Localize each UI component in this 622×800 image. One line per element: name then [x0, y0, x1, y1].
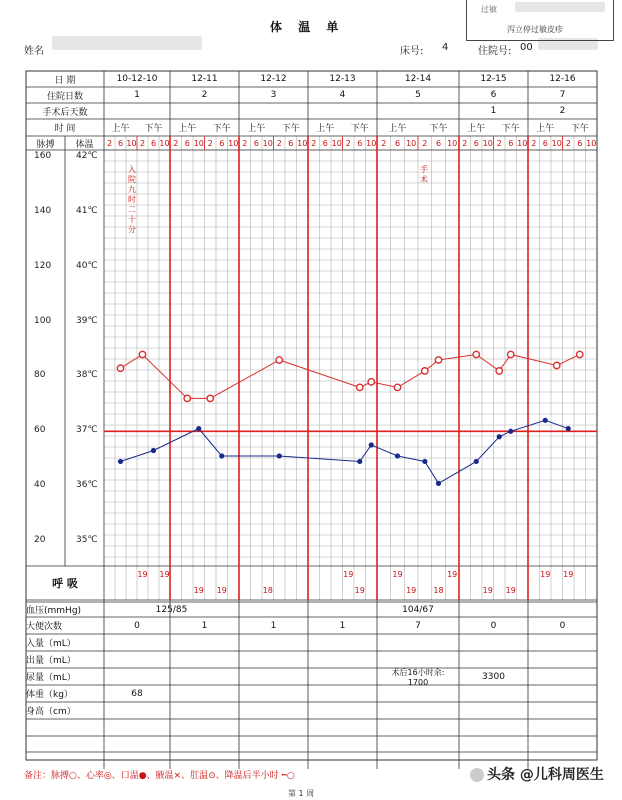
- postop-day-cell: 1: [490, 106, 497, 116]
- hour-label: 2: [345, 138, 351, 148]
- hour-label: 6: [253, 138, 259, 148]
- pm-label: 下午: [501, 124, 520, 134]
- postop-day-cell: [308, 103, 377, 119]
- hour-label: 2: [106, 138, 113, 148]
- temperature-point: [508, 351, 514, 357]
- temp-tick-label: 41℃: [76, 205, 98, 216]
- temperature-point: [473, 351, 479, 357]
- temperature-point: [394, 384, 400, 390]
- stool-count-cell: 0: [559, 620, 566, 631]
- pulse-point: [277, 453, 282, 458]
- week-footer: 第 1 周: [288, 789, 315, 798]
- postop-day-cell: 2: [559, 106, 566, 116]
- hour-label: 10: [447, 138, 458, 148]
- pulse-point: [543, 418, 548, 423]
- pulse-point: [196, 426, 201, 431]
- hour-label: 2: [565, 138, 571, 148]
- temperature-point: [496, 368, 502, 374]
- temp-tick-label: 36℃: [76, 480, 98, 491]
- row-label-stool: 大便次数: [26, 622, 63, 632]
- bed-value: 4: [442, 42, 449, 53]
- hospital-day-cell: 4: [339, 90, 346, 100]
- hour-label: 2: [173, 138, 179, 148]
- temperature-point: [117, 365, 123, 371]
- pulse-point: [508, 429, 513, 434]
- date-cell: 12-14: [404, 74, 432, 84]
- temperature-point: [139, 351, 145, 357]
- postop-day-cell: [239, 103, 308, 119]
- hospital-day-cell: 6: [490, 90, 497, 100]
- stool-count-cell: 0: [134, 620, 140, 631]
- hour-label: 6: [473, 138, 479, 148]
- stool-count-cell: 1: [339, 620, 346, 631]
- pulse-point: [474, 459, 479, 464]
- row-label-respiration: 呼 吸: [52, 577, 78, 590]
- row-label-urine: 尿量（mL）: [26, 673, 76, 683]
- pulse-tick-label: 160: [34, 151, 52, 161]
- hour-label: 6: [219, 138, 225, 148]
- pulse-point: [497, 434, 502, 439]
- hospital-day-cell: 5: [415, 90, 421, 100]
- axis-title-temp: 体温: [75, 139, 94, 150]
- hospital-day-cell: 2: [201, 90, 208, 100]
- surgery-annotation: 手术: [420, 165, 428, 184]
- legend-note: 备注：脉搏○、心率◎、口温●、腋温×、肛温⊙、降温后半小时 ┅○: [24, 771, 295, 781]
- date-cell: 12-11: [191, 74, 218, 84]
- pulse-tick-label: 60: [34, 425, 46, 436]
- urine-note-value: 1700: [407, 677, 429, 687]
- hour-label: 6: [435, 138, 442, 148]
- watermark: [470, 764, 604, 784]
- pm-label: 下午: [281, 124, 300, 134]
- date-cell: 12-16: [549, 74, 576, 84]
- row-label-date: 日 期: [54, 75, 76, 86]
- hospital-day-cell: 1: [134, 90, 140, 100]
- hour-label: 2: [276, 138, 282, 148]
- temperature-point: [577, 351, 583, 357]
- hour-label: 2: [496, 138, 502, 148]
- respiration-value: 19: [392, 569, 403, 579]
- admission-value: 00: [520, 42, 533, 53]
- pulse-point: [436, 481, 441, 486]
- hour-label: 2: [139, 138, 146, 148]
- bp-value: 104/67: [402, 604, 434, 615]
- pulse-point: [151, 448, 156, 453]
- hour-label: 6: [184, 138, 190, 148]
- respiration-value: 19: [159, 569, 170, 579]
- hour-label: 2: [207, 138, 213, 148]
- hour-label: 10: [482, 138, 493, 148]
- hour-label: 6: [577, 138, 583, 148]
- pulse-tick-label: 100: [34, 315, 52, 326]
- allergy-drug: 泻立停过敏皮疹: [507, 25, 563, 34]
- pulse-point: [369, 442, 374, 447]
- pm-label: 下午: [212, 124, 231, 134]
- temp-tick-label: 38℃: [76, 370, 98, 381]
- pulse-point: [357, 459, 362, 464]
- am-label: 上午: [388, 124, 407, 134]
- stool-count-cell: 0: [490, 620, 497, 631]
- allergy-mark: 过敏: [481, 5, 497, 14]
- respiration-value: 19: [406, 585, 417, 595]
- admission-label: 住院号:: [478, 46, 512, 57]
- pulse-tick-label: 40: [34, 480, 46, 491]
- stool-count-cell: 7: [415, 620, 421, 631]
- temp-tick-label: 39℃: [76, 315, 98, 326]
- temp-tick-label: 37℃: [76, 425, 98, 436]
- temp-tick-label: 40℃: [76, 260, 98, 271]
- urine-cell: 3300: [482, 671, 505, 682]
- date-cell: 12-12: [260, 74, 287, 84]
- hospital-day-cell: 7: [559, 90, 566, 100]
- hour-label: 6: [357, 138, 363, 148]
- pulse-tick-label: 80: [34, 370, 46, 381]
- hour-label: 6: [508, 138, 514, 148]
- respiration-value: 19: [447, 569, 458, 579]
- am-label: 上午: [316, 124, 335, 134]
- am-label: 上午: [111, 124, 130, 134]
- pulse-tick-label: 20: [34, 535, 46, 545]
- temperature-point: [184, 395, 190, 401]
- hour-label: 6: [542, 138, 548, 148]
- respiration-value: 19: [343, 569, 354, 579]
- am-label: 上午: [178, 124, 197, 134]
- row-label-time: 时 间: [54, 124, 76, 134]
- axis-title-pulse: 脉搏: [36, 139, 55, 150]
- temp-tick-label: 42℃: [76, 151, 98, 161]
- respiration-value: 19: [137, 569, 148, 579]
- respiration-value: 19: [540, 569, 551, 579]
- date-cell: 12-15: [480, 74, 507, 84]
- hour-label: 2: [311, 138, 317, 148]
- respiration-value: 19: [354, 585, 365, 595]
- hour-label: 2: [462, 138, 468, 148]
- bp-value: 125/85: [155, 604, 188, 615]
- temperature-point: [368, 379, 374, 385]
- hour-label: 6: [117, 138, 124, 148]
- pulse-point: [422, 459, 427, 464]
- hour-label: 10: [262, 138, 273, 148]
- hour-label: 6: [322, 138, 328, 148]
- hour-label: 10: [331, 138, 342, 148]
- temperature-point: [357, 384, 363, 390]
- hour-label: 10: [193, 138, 204, 148]
- pulse-point: [118, 459, 123, 464]
- temperature-point: [207, 395, 213, 401]
- respiration-value: 19: [505, 585, 516, 595]
- temperature-point: [422, 368, 428, 374]
- am-label: 上午: [467, 124, 486, 134]
- date-cell: 10-12-10: [116, 74, 158, 84]
- hospital-day-cell: 3: [270, 90, 277, 100]
- pm-label: 下午: [350, 124, 369, 134]
- hour-label: 10: [297, 138, 308, 148]
- stool-count-cell: 1: [270, 620, 277, 631]
- row-label-hospital-day: 住院日数: [46, 91, 83, 102]
- stool-count-cell: 1: [201, 620, 208, 631]
- postop-day-cell: [170, 103, 239, 119]
- pulse-tick-label: 120: [34, 260, 52, 271]
- watermark-text: 头条 @儿科周医生: [487, 767, 604, 783]
- hour-label: 10: [228, 138, 239, 148]
- hour-label: 2: [381, 138, 387, 148]
- row-label-weight: 体重（kg）: [26, 690, 73, 700]
- respiration-value: 18: [433, 585, 444, 595]
- temperature-point: [554, 362, 560, 368]
- hour-label: 10: [586, 138, 597, 148]
- row-label-intake: 入量（mL）: [26, 639, 76, 649]
- pulse-point: [566, 426, 571, 431]
- page-title: 体 温 单: [270, 20, 345, 34]
- respiration-value: 18: [262, 585, 273, 595]
- hour-label: 10: [406, 138, 417, 148]
- temperature-point: [435, 357, 441, 363]
- respiration-value: 19: [216, 585, 227, 595]
- respiration-value: 19: [193, 585, 204, 595]
- date-cell: 12-13: [329, 74, 356, 84]
- temperature-point: [276, 357, 282, 363]
- weight-cell: 68: [131, 688, 143, 699]
- row-label-height: 身高（cm）: [26, 707, 76, 717]
- postop-day-cell: [377, 103, 459, 119]
- hour-label: 2: [422, 138, 428, 148]
- row-label-bp: 血压(mmHg): [26, 606, 82, 616]
- hour-label: 10: [126, 138, 137, 148]
- bed-label: 床号:: [400, 46, 424, 57]
- respiration-value: 19: [482, 585, 493, 595]
- name-label: 姓名: [24, 46, 44, 57]
- hour-label: 6: [150, 138, 157, 148]
- urine-note: 术后16小时余:: [391, 667, 445, 677]
- pulse-line: [121, 420, 569, 483]
- row-label-output: 出量（mL）: [26, 656, 76, 666]
- row-label-postop-day: 手术后天数: [42, 107, 88, 118]
- postop-day-cell: [104, 103, 170, 119]
- watermark-avatar-icon: [470, 768, 484, 782]
- hour-label: 10: [551, 138, 562, 148]
- hour-label: 10: [159, 138, 170, 148]
- am-label: 上午: [536, 124, 555, 134]
- admission-annotation: 入院九时二十分: [128, 165, 136, 234]
- hour-label: 6: [394, 138, 401, 148]
- temp-tick-label: 35℃: [76, 535, 98, 545]
- pulse-point: [395, 453, 400, 458]
- hour-label: 6: [288, 138, 294, 148]
- pulse-point: [219, 453, 224, 458]
- pulse-tick-label: 140: [34, 205, 52, 216]
- hour-label: 10: [517, 138, 528, 148]
- hour-label: 2: [242, 138, 248, 148]
- pm-label: 下午: [429, 124, 448, 134]
- respiration-value: 19: [563, 569, 574, 579]
- hour-label: 2: [531, 138, 537, 148]
- pm-label: 下午: [570, 124, 589, 134]
- am-label: 上午: [247, 124, 266, 134]
- hour-label: 10: [366, 138, 377, 148]
- pm-label: 下午: [144, 124, 163, 134]
- sheet-frame: [26, 71, 597, 760]
